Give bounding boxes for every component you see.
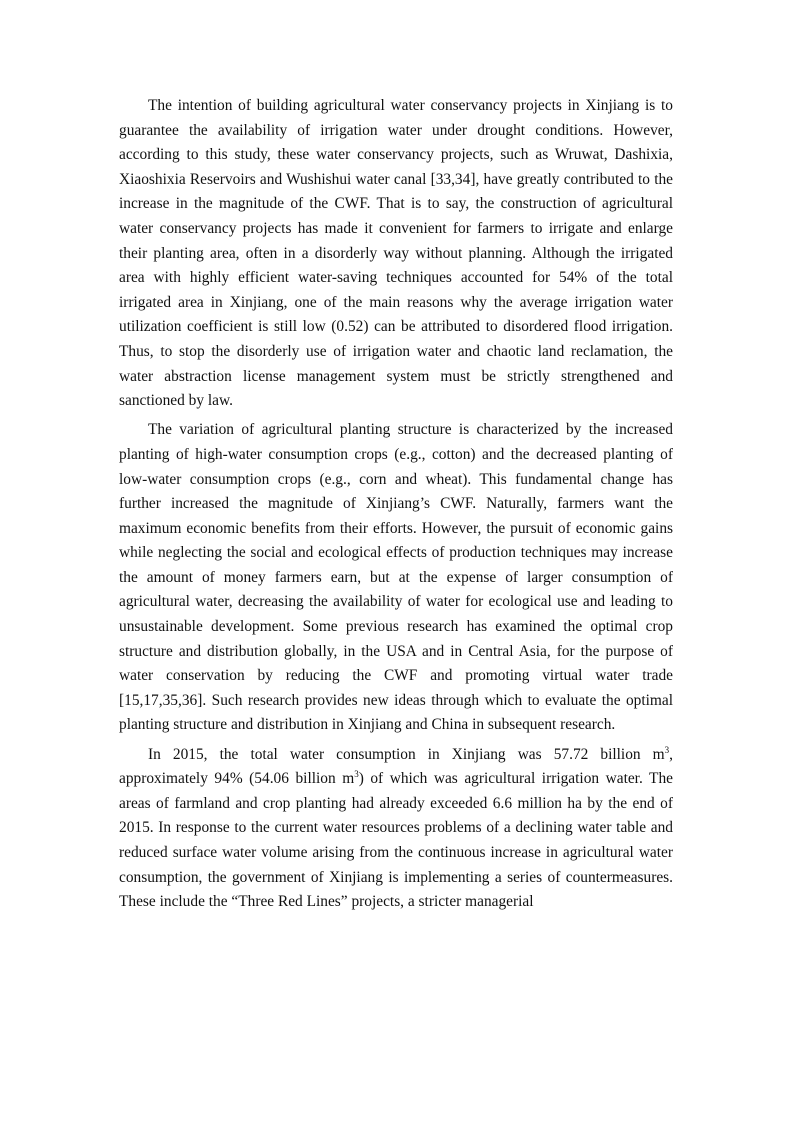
paragraph-water-consumption-2015 (119, 743, 673, 915)
p3-superscript-2: 3 (354, 769, 359, 780)
paragraph-water-conservancy-projects: The intention of building agricultural water conservancy projects in Xinjiang is to guarantee the availability of irrigation water under drought conditions. However, according to this study, these water conservancy projects, such as Wruwat, Dashixia, Xiaoshixia Reservoirs and Wushishui water canal [33,34], have greatly contributed to the increase in the magnitude of the CWF. That is to say, the construction of agricultural water conservancy projects has made it convenient for farmers to irrigate and enlarge their planting area, often in a disorderly way without planning. Although the irrigated area with highly efficient water-saving techniques accounted for 54% of the total irrigated area in Xinjiang, one of the main reasons why the average irrigation water utilization coefficient is still low (0.52) can be attributed to disordered flood irrigation. Thus, to stop the disorderly use of irrigation water and chaotic land reclamation, the water abstraction license management system must be strictly strengthened and sanctioned by law. (119, 97, 673, 410)
p3-text-a: In 2015, the total water consumption in Xinjiang was 57.72 billion m (148, 745, 665, 763)
p3-text-c: ) of which was agricultural irrigation water. The areas of farmland and crop planting had already exceeded 6.6 million ha by the end of 2015. In response to the current water resources problems of a declining water table and reduced surface water volume arising from the continuous increase in agricultural water consumption, the government of Xinjiang is implementing a series of countermeasures. These include the “Three Red Lines” projects, a stricter managerial (119, 770, 673, 911)
p3-superscript-1: 3 (664, 744, 670, 755)
document-body (119, 94, 673, 919)
p3-text-b: , approximately 94% (54.06 billion m (119, 745, 673, 788)
paragraph-planting-structure: The variation of agricultural planting structure is characterized by the increased planting of high-water consumption crops (e.g., cotton) and the decreased planting of low-water consumption crops (e.g., corn and wheat). This fundamental change has further increased the magnitude of Xinjiang’s CWF. Naturally, farmers want the maximum economic benefits from their efforts. However, the pursuit of economic gains while neglecting the social and ecological effects of production techniques may increase the amount of money farmers earn, but at the expense of larger consumption of agricultural water, decreasing the availability of water for ecological use and leading to unsustainable development. Some previous research has examined the optimal crop structure and distribution globally, in the USA and in Central Asia, for the purpose of water conservation by reducing the CWF and promoting virtual water trade [15,17,35,36]. Such research provides new ideas through which to evaluate the optimal planting structure and distribution in Xinjiang and China in subsequent research. (119, 421, 673, 734)
